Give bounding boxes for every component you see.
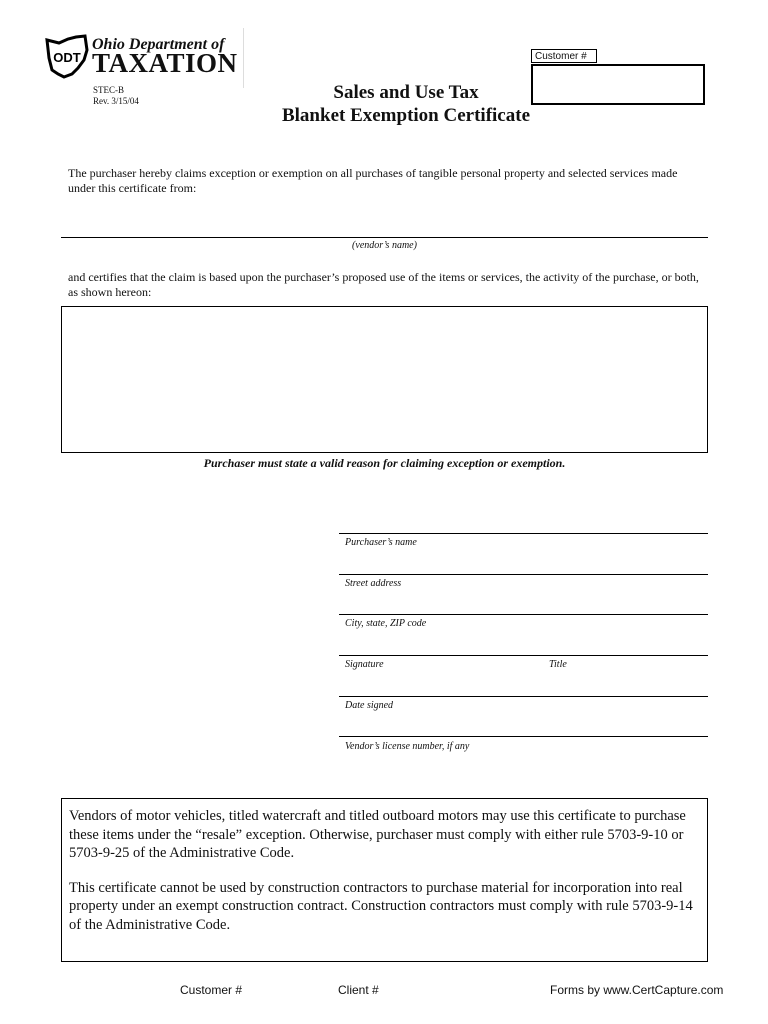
date-signed-label: Date signed [345, 700, 394, 711]
vendor-license-field[interactable] [339, 736, 708, 737]
exemption-reason-note: Purchaser must state a valid reason for claiming exception or exemption. [203, 456, 566, 470]
divider [243, 28, 244, 88]
form-id: STEC-B [93, 85, 125, 95]
customer-number-field[interactable] [531, 64, 705, 105]
footer-forms-by: Forms by www.CertCapture.com [550, 983, 724, 997]
ohio-state-icon [44, 34, 90, 80]
footer-customer-number: Customer # [180, 983, 243, 997]
form-revision: Rev. 3/15/04 [93, 96, 139, 106]
certify-text: and certifies that the claim is based upon the purchaser’s proposed use of the items or services, the activity of the purchase, or both, as shown hereon: [68, 270, 699, 299]
city-state-zip-label: City, state, ZIP code [345, 618, 427, 629]
vendor-name-caption: (vendor’s name) [352, 240, 417, 251]
signature-field[interactable] [339, 655, 708, 656]
vendor-license-label: Vendor’s license number, if any [345, 741, 470, 752]
vendor-name-field[interactable] [61, 237, 708, 238]
signature-label: Signature [345, 659, 384, 670]
logo-letters: ODT [53, 50, 81, 65]
notice-paragraph-2: This certificate cannot be used by construction contractors to purchase material for incorporation into real property under an exempt construction contract. Construction contractors must comply with rule 5703-9-14 of the Administrative Code. [69, 879, 693, 933]
title-label: Title [549, 659, 567, 670]
customer-number-label: Customer # [531, 49, 597, 63]
form-id-block [93, 85, 139, 107]
footer-client-number: Client # [338, 983, 379, 997]
claim-text: The purchaser hereby claims exception or exemption on all purchases of tangible personal property and selected services made under this certificate from: [68, 166, 678, 195]
street-address-field[interactable] [339, 574, 708, 575]
agency-name-line2: TAXATION [92, 48, 238, 78]
street-address-label: Street address [345, 578, 402, 589]
date-signed-field[interactable] [339, 696, 708, 697]
city-state-zip-field[interactable] [339, 614, 708, 615]
form-title-line2: Blanket Exemption Certificate [281, 105, 530, 126]
notice-box [61, 798, 708, 962]
form-title-line1: Sales and Use Tax [333, 82, 479, 103]
purchaser-name-label: Purchaser’s name [345, 537, 417, 548]
purchaser-name-field[interactable] [339, 533, 708, 534]
notice-paragraph-1: Vendors of motor vehicles, titled watercraft and titled outboard motors may use this certificate to purchase these items under the “resale” exception. Otherwise, purchaser must comply with either rule 5703-9-10 or 5703-9-25 of the Administrative Code. [69, 808, 686, 861]
exemption-reason-field[interactable] [61, 306, 708, 453]
agency-name-line1: Ohio Department of [92, 36, 225, 53]
